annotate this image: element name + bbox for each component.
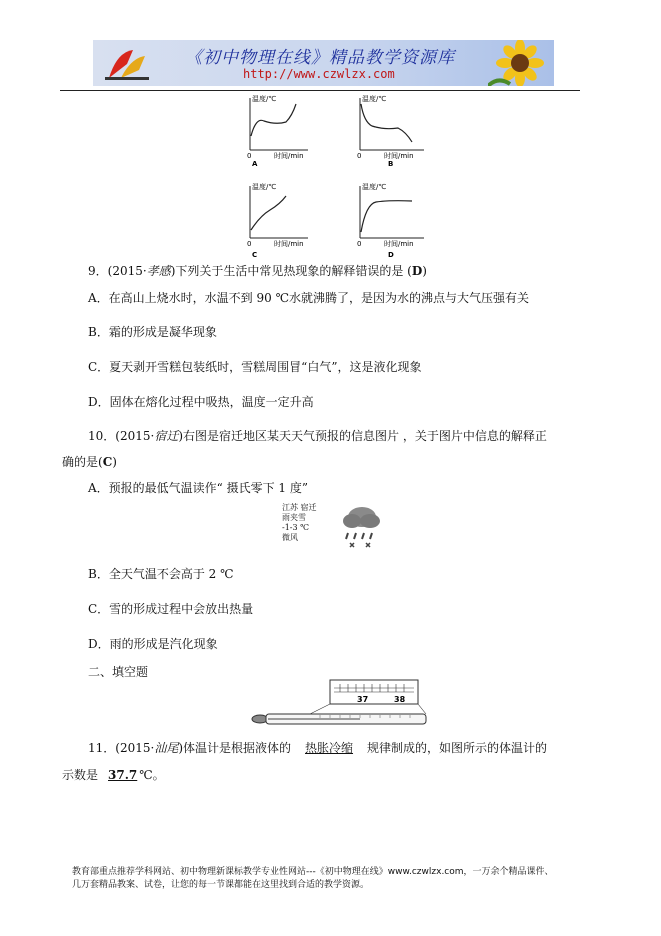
q10-stem: 10．(2015·宿迁)右图是宿迁地区某天天气预报的信息图片 ，关于图片中信息的解释正 xyxy=(88,429,547,443)
graph-c xyxy=(230,180,310,260)
banner-url: http://www.czwlzx.com xyxy=(243,67,395,81)
footer-line-2: 几万套精品教案、试卷，让您的每一节课都能在这里找到合适的教学资源。 xyxy=(72,880,370,890)
graph-d xyxy=(350,180,430,260)
graph-a-ylabel: 温度/℃ xyxy=(252,95,277,103)
banner-title: 《初中物理在线》精品教学资源库 xyxy=(185,48,455,68)
graph-d-ylabel: 温度/℃ xyxy=(362,183,387,191)
q10-option-d: D．雨的形成是汽化现象 xyxy=(88,637,218,651)
q9-option-c: C．夏天剥开雪糕包装纸时，雪糕周围冒“白气”，这是液化现象 xyxy=(88,360,422,374)
q10-source: 宿迁 xyxy=(154,429,179,443)
q10-option-b: B．全天气温不会高于 2 ℃ xyxy=(88,567,234,581)
graph-d-origin: 0 xyxy=(357,240,362,248)
graph-a xyxy=(230,92,310,167)
header-banner xyxy=(93,40,554,86)
graph-a-label: A xyxy=(252,160,258,167)
graph-d-xlabel: 时间/min xyxy=(384,240,414,248)
thermometer-mark-38: 38 xyxy=(394,695,406,704)
q10-option-a: A．预报的最低气温读作“ 摄氏零下 1 度” xyxy=(88,481,309,495)
graph-b-origin: 0 xyxy=(357,152,362,160)
footer-line-1: 教育部重点推荐学科网站、初中物理新课标教学专业性网站---《初中物理在线》www.czwlzx.com，一万余个精品课件、 xyxy=(72,867,554,877)
weather-wind: 微风 xyxy=(282,533,298,542)
q9-answer: D xyxy=(411,264,423,278)
q11-blank-1: 热胀冷缩 xyxy=(305,741,354,755)
sunflower-icon xyxy=(488,40,554,86)
graph-b xyxy=(350,92,430,167)
q9-option-a: A．在高山上烧水时，水温不到 90 ℃水就沸腾了，是因为水的沸点与大气压强有关 xyxy=(88,291,529,305)
weather-text xyxy=(282,503,317,543)
q11-blank-2: 37.7 xyxy=(108,768,138,782)
thermometer-image xyxy=(250,678,430,728)
q9-option-b: B．霜的形成是凝华现象 xyxy=(88,325,217,339)
thermometer-mark-37: 37 xyxy=(357,695,369,704)
graph-a-xlabel: 时间/min xyxy=(274,152,304,160)
graph-c-origin: 0 xyxy=(247,240,252,248)
q11-stem-line2: 示数是 37.7 ℃。 xyxy=(62,768,165,782)
q11-stem: 11．(2015·汕尾)体温计是根据液体的 热胀冷缩 规律制成的，如图所示的体温计的 xyxy=(88,741,548,755)
q10-stem-line2: 确的是(C) xyxy=(62,455,117,469)
graph-c-xlabel: 时间/min xyxy=(274,240,304,248)
graph-a-origin: 0 xyxy=(247,152,252,160)
q10-option-c: C．雪的形成过程中会放出热量 xyxy=(88,602,254,616)
graph-c-ylabel: 温度/℃ xyxy=(252,183,277,191)
sleet-cloud-icon xyxy=(340,503,382,551)
logo-icon xyxy=(99,44,159,84)
graph-d-label: D xyxy=(388,251,394,259)
graph-b-label: B xyxy=(388,160,394,167)
graph-c-label: C xyxy=(252,251,258,259)
q9-stem: 9．(2015·孝感)下列关于生活中常见热现象的解释错误的是 (D) xyxy=(88,264,427,278)
header-rule xyxy=(60,90,580,91)
weather-condition: 雨夹雪 xyxy=(282,513,306,522)
graph-b-xlabel: 时间/min xyxy=(384,152,414,160)
q11-source: 汕尾 xyxy=(154,741,179,755)
weather-forecast-image xyxy=(282,503,382,551)
graph-b-ylabel: 温度/℃ xyxy=(362,95,387,103)
weather-temperature: -1-3 ℃ xyxy=(282,523,310,532)
q9-source: 孝感 xyxy=(146,264,171,278)
weather-location: 江苏 宿迁 xyxy=(282,503,317,512)
q10-answer: C xyxy=(102,455,113,469)
section-heading-fill-in: 二、填空题 xyxy=(88,665,149,679)
q9-option-d: D．固体在熔化过程中吸热，温度一定升高 xyxy=(88,395,314,409)
